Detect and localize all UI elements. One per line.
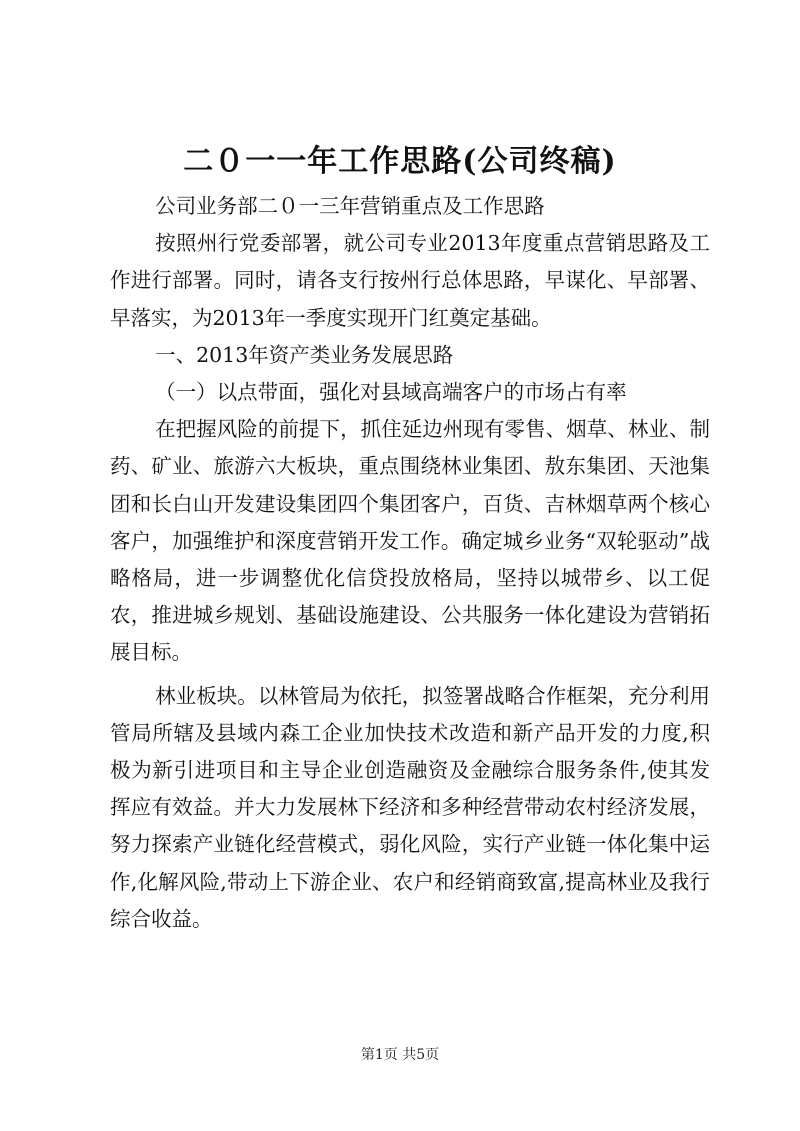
document-body [110, 188, 710, 938]
page-number-footer: 第1页 共5页 [360, 1047, 440, 1063]
subsection-heading: （一）以点带面，强化对县域高端客户的市场占有率 [155, 380, 627, 405]
section-heading: 一、2013年资产类业务发展思路 [155, 342, 454, 367]
paragraph-subtitle: 公司业务部二０一三年营销重点及工作思路 [155, 194, 545, 218]
paragraph-forestry: 林业板块。以林管局为依托，拟签署战略合作框架，充分利用管局所辖及县域内森工企业加快技术改造和新产品开发的力度,积极为新引进项目和主导企业创造融资及金融综合服务条件,使其发挥应有效益。并大力发展林下经济和多种经营带动农村经济发展，努力探索产业链化经营模式，弱化风险，实行产业链一体化集中运作,化解风险,带动上下游企业、农户和经销商致富,提高林业及我行综合收益。 [110, 683, 710, 931]
paragraph-strategy: 在把握风险的前提下，抓住延边州现有零售、烟草、林业、制药、矿业、旅游六大板块，重点围绕林业集团、敖东集团、天池集团和长白山开发建设集团四个集团客户，百货、吉林烟草两个核心客户，加强维护和深度营销开发工作。确定城乡业务“双轮驱动”战略格局，进一步调整优化信贷投放格局，坚持以城带乡、以工促农，推进城乡规划、基础设施建设、公共服务一体化建设为营销拓展目标。 [110, 417, 710, 665]
document-title: 二０一一年工作思路(公司终稿) [183, 144, 617, 179]
paragraph-intro: 按照州行党委部署，就公司专业2013年度重点营销思路及工作进行部署。同时，请各支行按州行总体思路，早谋化、早部署、早落实，为2013年一季度实现开门红奠定基础。 [110, 231, 710, 330]
